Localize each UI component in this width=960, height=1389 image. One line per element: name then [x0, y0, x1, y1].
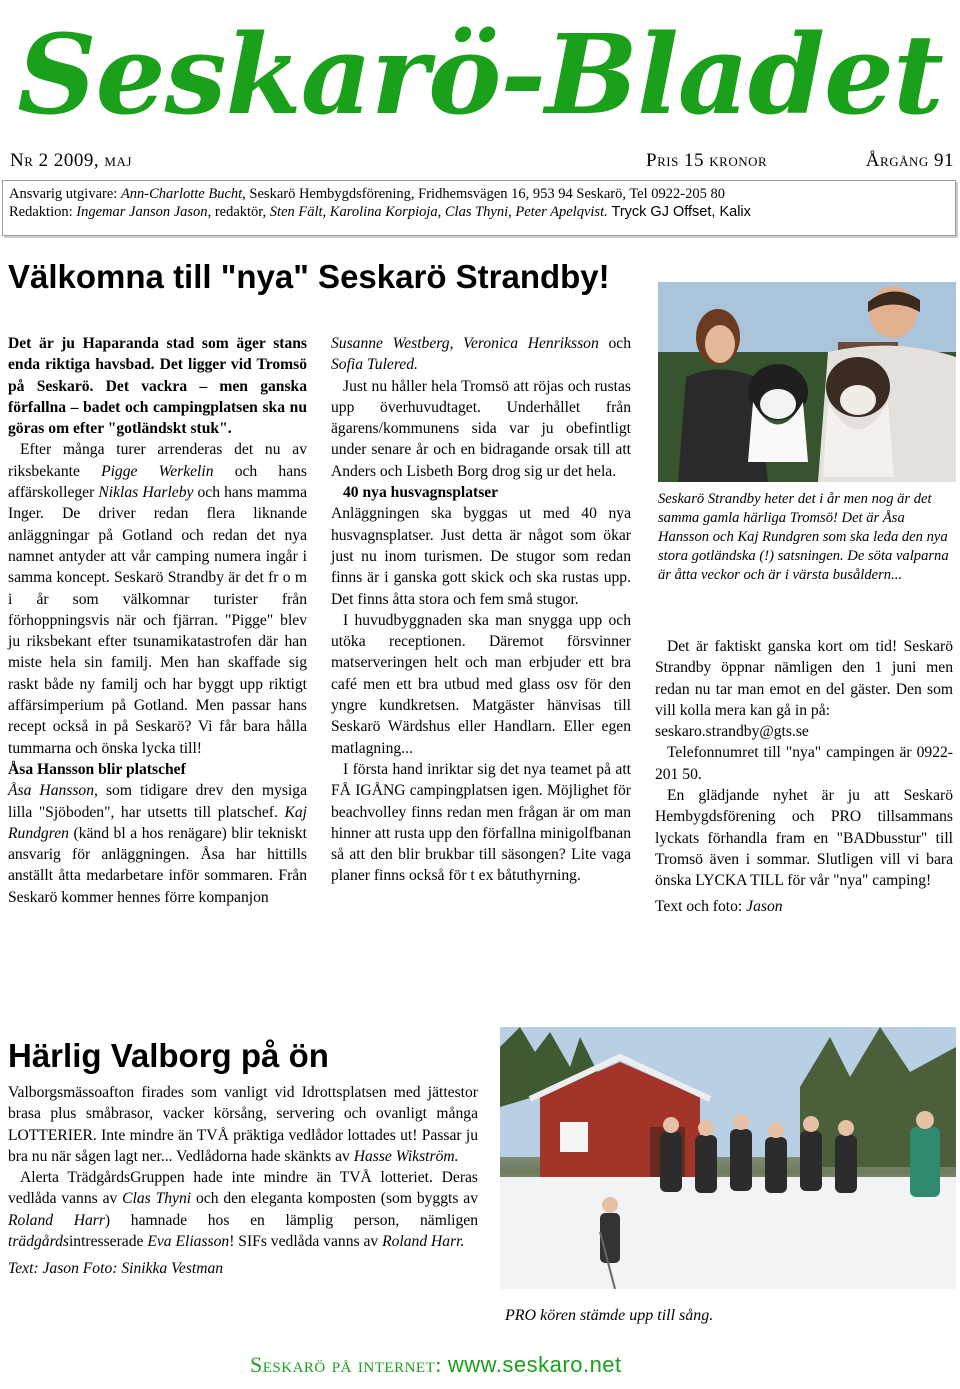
article2-credit: Text: Jason Foto: Sinikka Vestman [8, 1260, 224, 1278]
article1-headline: Välkomna till "nya" Seskarö Strandby! [8, 258, 610, 295]
article1-column-1 [8, 333, 307, 908]
photo-choir-caption: PRO kören stämde upp till sång. [505, 1307, 714, 1324]
article1-paragraph: Anläggningen ska byggas ut med 40 nya husvagnsplatser. Just detta är något som ökar just nu inom turismen. De stugor som redan finns är i ganska gott skick och ska rustas upp. Det finns åtta stora och fem små stugor. [331, 505, 631, 608]
photo-puppies-image [658, 282, 956, 482]
article1-paragraph: Susanne Westberg, Veronica Henriksson och Sofia Tulered. [331, 335, 631, 374]
article2-paragraph: Alerta TrädgårdsGruppen hade inte mindre än TVÅ lotteriet. Deras vedlåda vanns av Clas Thyni och den eleganta komposten (som byggts av Roland Harr) hamnade hos en lämplig person, nämligen trädgårdsintresserade Eva Eliasson! SIFs vedlåda vanns av Roland Harr. [8, 1169, 478, 1251]
publisher-label: Ansvarig utgivare: [9, 186, 121, 202]
article1-paragraph: I första hand inriktar sig det nya teamet på att FÅ IGÅNG campingplatsen igen. Möjlighet för beachvolley finns redan men frågan är om man hinner att rusta upp den förfallna minigolfbanan så att den blir brukbar till säsongen? Lite vaga planer finns också för t ex båtuthyrning. [331, 760, 631, 885]
editorial-line [9, 203, 949, 221]
masthead-title: Seskarö-Bladet [17, 10, 943, 139]
article1-credit: Text och foto: Jason [655, 897, 783, 915]
photo-puppies-caption: Seskarö Strandby heter det i år men nog är det samma gamla härliga Tromsö! Det är Åsa Hansson och Kaj Rundgren som ska leda den nya stora gotländska (!) satsningen. De söta valparna är åtta veckor och är i värsta busåldern... [658, 491, 949, 583]
article2-body [8, 1082, 478, 1280]
issue-price: Pris 15 kronor [646, 150, 768, 171]
footer-label: Seskarö på internet: [250, 1352, 448, 1377]
photo-choir-image [500, 1027, 956, 1289]
article1-paragraph: En glädjande nyhet är ju att Seskarö Hembygdsförening och PRO tillsammans lyckats förhandla fram en "BADbusstur" till Tromsö även i sommar. Slutligen vill vi bara önska LYCKA TILL för vår "nya" camping! [655, 787, 953, 890]
article1-paragraph: Just nu håller hela Tromsö att röjas och rustas upp överhuvudtaget. Underhållet från ägarens/kommunens sida var ju obefintligt under senare år och en bidragande orsak till att Anders och Lisbeth Borg drog sig ur det hela. [331, 377, 631, 480]
issue-row [10, 150, 954, 178]
article1-paragraph: Efter många turer arrenderas det nu av riksbekante Pigge Werkelin och hans affärskolleger Niklas Harleby och hans mamma Inger. De driver redan flera liknande anläggningar på Gotland och redan det nya namnet antyder att vår camping numera ingår i samma koncept. Seskarö Strandby är det fr o m i år som välkomnar turister från förhoppningsvis när och fjärran. "Pigge" blev ju riksbekant efter tsunamikatastrofen där han miste hela sin familj. Men han skaffade sig raskt både ny familj och har byggt upp riktigt affärsimperium på Gotland. Men passar hans recept också in på Seskarö? Vi får bara hålla tummarna och önska lycka till! [8, 441, 307, 757]
publisher-box [2, 180, 956, 236]
article1-paragraph: Telefonnumret till "nya" campingen är 0922-201 50. [655, 744, 953, 783]
publisher-address: , Seskarö Hembygdsförening, Fridhemsvägen 16, 953 94 Seskarö, Tel 0922-205 80 [242, 186, 725, 202]
article1-paragraph: I huvudbyggnaden ska man snygga upp och utöka receptionen. Däremot försvinner matserveringen helt och man erbjuder ett bra café men ett bra utbud med glass osv för den yngre kundkretsen. Matgäster hänvisas till Seskarö Wärdshus eller Handlarn. Eller egen matlagning... [331, 611, 631, 757]
article1-column-3 [655, 636, 953, 917]
editorial-label: Redaktion: [9, 204, 77, 220]
editor-name: Ingemar Janson Jason [76, 204, 208, 220]
publisher-name: Ann-Charlotte Bucht [120, 186, 243, 202]
footer [250, 1352, 622, 1378]
article1-subhead: 40 nya husvagnsplatser [343, 484, 499, 502]
article1-column-2 [331, 333, 631, 887]
contact-email: seskaro.strandby@gts.se [655, 723, 809, 741]
article1-subhead: Åsa Hansson blir platschef [8, 760, 186, 778]
article2-headline: Härlig Valborg på ön [8, 1037, 329, 1074]
publisher-line [9, 185, 949, 203]
article1-lead: Det är ju Haparanda stad som äger stans enda riktiga havsbad. Det ligger vid Tromsö på Seskarö. Det vackra – men ganska förfallna – badet och campingplatsen ska nu göras om efter "gotländskt stuk". [8, 335, 307, 438]
issue-volume: Årgång 91 [865, 150, 954, 171]
photo-choir [500, 1027, 956, 1289]
printer: Tryck GJ Offset, Kalix [607, 204, 751, 220]
issue-number: Nr 2 2009, maj [10, 150, 132, 171]
photo-puppies [658, 282, 956, 482]
article2-paragraph: Valborgsmässoafton firades som vanligt vid Idrottsplatsen med jättestor brasa plus småbrasor, vacker körsång, servering och ovanligt många LOTTERIER. Inte mindre än TVÅ präktiga vedlådor lottades ut! Passar ju bra nu när sågen lagt ner... Vedlådorna hade skänkts av Hasse Wikström. [8, 1084, 478, 1165]
article1-paragraph: Åsa Hansson, som tidigare drev den mysiga lilla "Sjöboden", har utsetts till platschef. Kaj Rundgren (känd bl a hos renägare) blir tekniskt ansvarig för anläggningen. Åsa har hittills anställt åtta medarbetare inför sommaren. Från Seskarö kommer hennes förre kompanjon [8, 782, 307, 906]
editor-role: , redaktör, [207, 204, 270, 220]
article1-paragraph: Det är faktiskt ganska kort om tid! Seskarö Strandby öppnar nämligen den 1 juni men redan nu tar man emot en del gäster. Den som vill kolla mera kan gå in på: [655, 638, 953, 719]
footer-url[interactable]: www.seskaro.net [447, 1352, 622, 1377]
staff-names: Sten Fält, Karolina Korpioja, Clas Thyni, Peter Apelqvist. [269, 204, 608, 220]
